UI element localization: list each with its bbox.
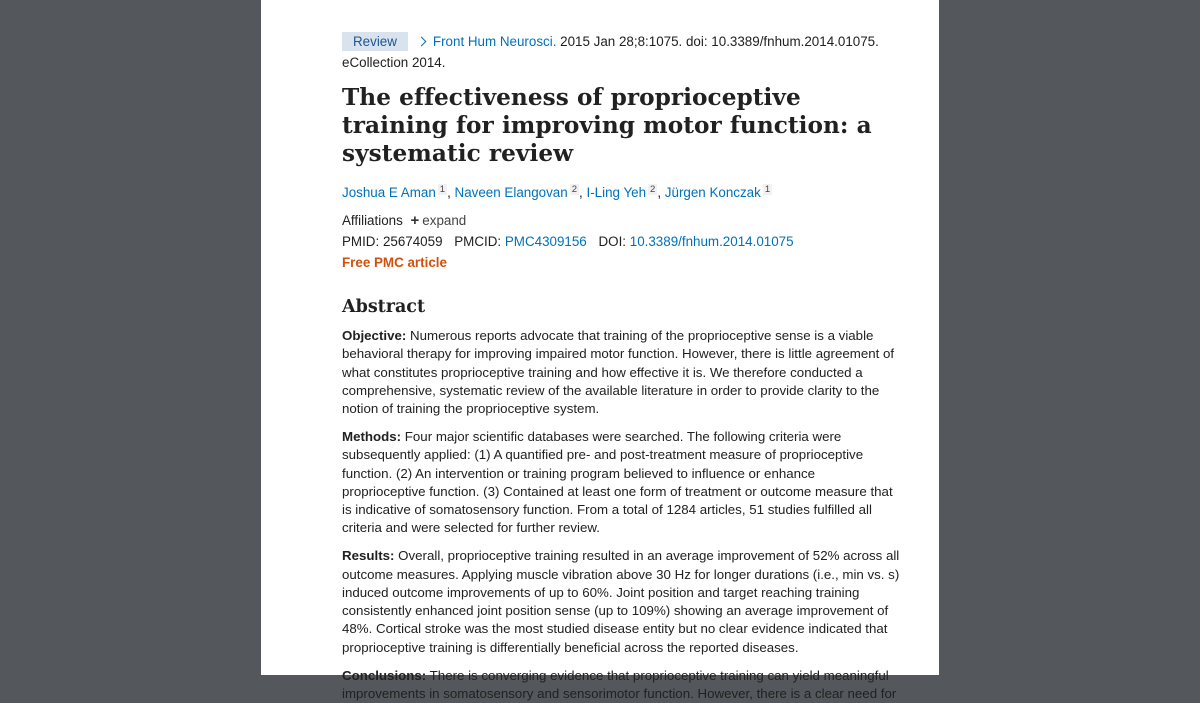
review-badge: Review <box>342 32 408 51</box>
abstract-results <box>342 547 902 657</box>
affiliation-ref[interactable]: 2 <box>650 184 656 195</box>
article-page <box>261 0 939 701</box>
affiliation-ref[interactable]: 2 <box>571 184 578 195</box>
abstract-conclusions <box>342 667 902 703</box>
pmid-label: PMID: <box>342 234 380 249</box>
section-label: Results: <box>342 548 395 564</box>
article-title: The effectiveness of proprioceptive training for improving motor function: a systematic review <box>342 84 872 167</box>
section-text: There is converging evidence that proprioceptive training can yield meaningful improvements in somatosensory and sensorimotor function. However, there is a clear need for <box>342 667 897 701</box>
pmcid-link[interactable]: PMC4309156 <box>504 234 587 249</box>
affiliation-ref[interactable]: 1 <box>439 184 446 195</box>
author-link[interactable]: I-Ling Yeh <box>586 185 647 200</box>
author-link[interactable]: Joshua E Aman <box>342 185 436 200</box>
affiliation-ref[interactable]: 1 <box>764 184 771 195</box>
section-text: Numerous reports advocate that training of the proprioceptive sense is a viable behavioral therapy for improving impaired motor function. However, there is little agreement of what constitutes proprioceptive training and how effective it is. We therefore conducted a comprehensive, systematic review of the available literature in order to provide clarity to the notion of training the proprioceptive system. <box>342 328 895 417</box>
affiliations-row <box>342 211 902 231</box>
separator: , <box>579 185 587 200</box>
affiliations-label: Affiliations <box>342 213 403 228</box>
expand-label: expand <box>422 213 467 228</box>
article-content <box>342 31 902 703</box>
chevron-right-icon <box>416 37 426 47</box>
ecollection: eCollection 2014. <box>342 55 446 70</box>
free-pmc-article-label: Free PMC article <box>342 255 447 270</box>
doi-link[interactable]: 10.3389/fnhum.2014.01075 <box>629 234 794 249</box>
citation-details: 2015 Jan 28;8:1075. doi: 10.3389/fnhum.2014.01075. <box>556 34 879 49</box>
doi-label: DOI: <box>598 234 627 249</box>
separator: , <box>447 185 455 200</box>
journal-link[interactable]: Front Hum Neurosci. <box>432 34 557 49</box>
citation-line <box>342 31 902 52</box>
author-list <box>342 180 902 203</box>
plus-icon: + <box>410 212 420 229</box>
section-label: Methods: <box>342 428 402 444</box>
author-link[interactable]: Naveen Elangovan <box>454 185 568 200</box>
expand-affiliations-button[interactable] <box>411 213 467 228</box>
identifiers-row <box>342 232 902 252</box>
section-label: Objective: <box>342 328 407 343</box>
section-text: Overall, proprioceptive training resulted in an average improvement of 52% across all outcome measures. Applying muscle vibration above 30 Hz for longer durations (i.e., min vs. s) induced outcome improvements of up to 60%. Joint position and target reaching training consistently enhanced joint position sense (up to 109%) showing an average improvement of 48%. Cortical stroke was the most studied disease entity but no clear evidence indicated that proprioceptive training is differentially beneficial across the reported diseases. <box>342 548 900 655</box>
author-link[interactable]: Jürgen Konczak <box>664 185 761 200</box>
pmid-value: 25674059 <box>382 234 443 249</box>
separator: , <box>657 185 665 200</box>
abstract-methods <box>342 428 902 538</box>
abstract-objective <box>342 327 902 418</box>
section-label: Conclusions: <box>342 667 427 683</box>
pmcid-label: PMCID: <box>454 234 502 249</box>
abstract-heading: Abstract <box>342 297 426 317</box>
section-text: Four major scientific databases were searched. The following criteria were subsequently applied: (1) A quantified pre- and post-treatment measure of proprioceptive function. (2) An intervention or training program believed to influence or enhance proprioceptive function. (3) Contained at least one form of treatment or outcome measure that is indicative of somatosensory function. From a total of 1284 articles, 51 studies fulfilled all criteria and were selected for further review. <box>342 428 893 536</box>
